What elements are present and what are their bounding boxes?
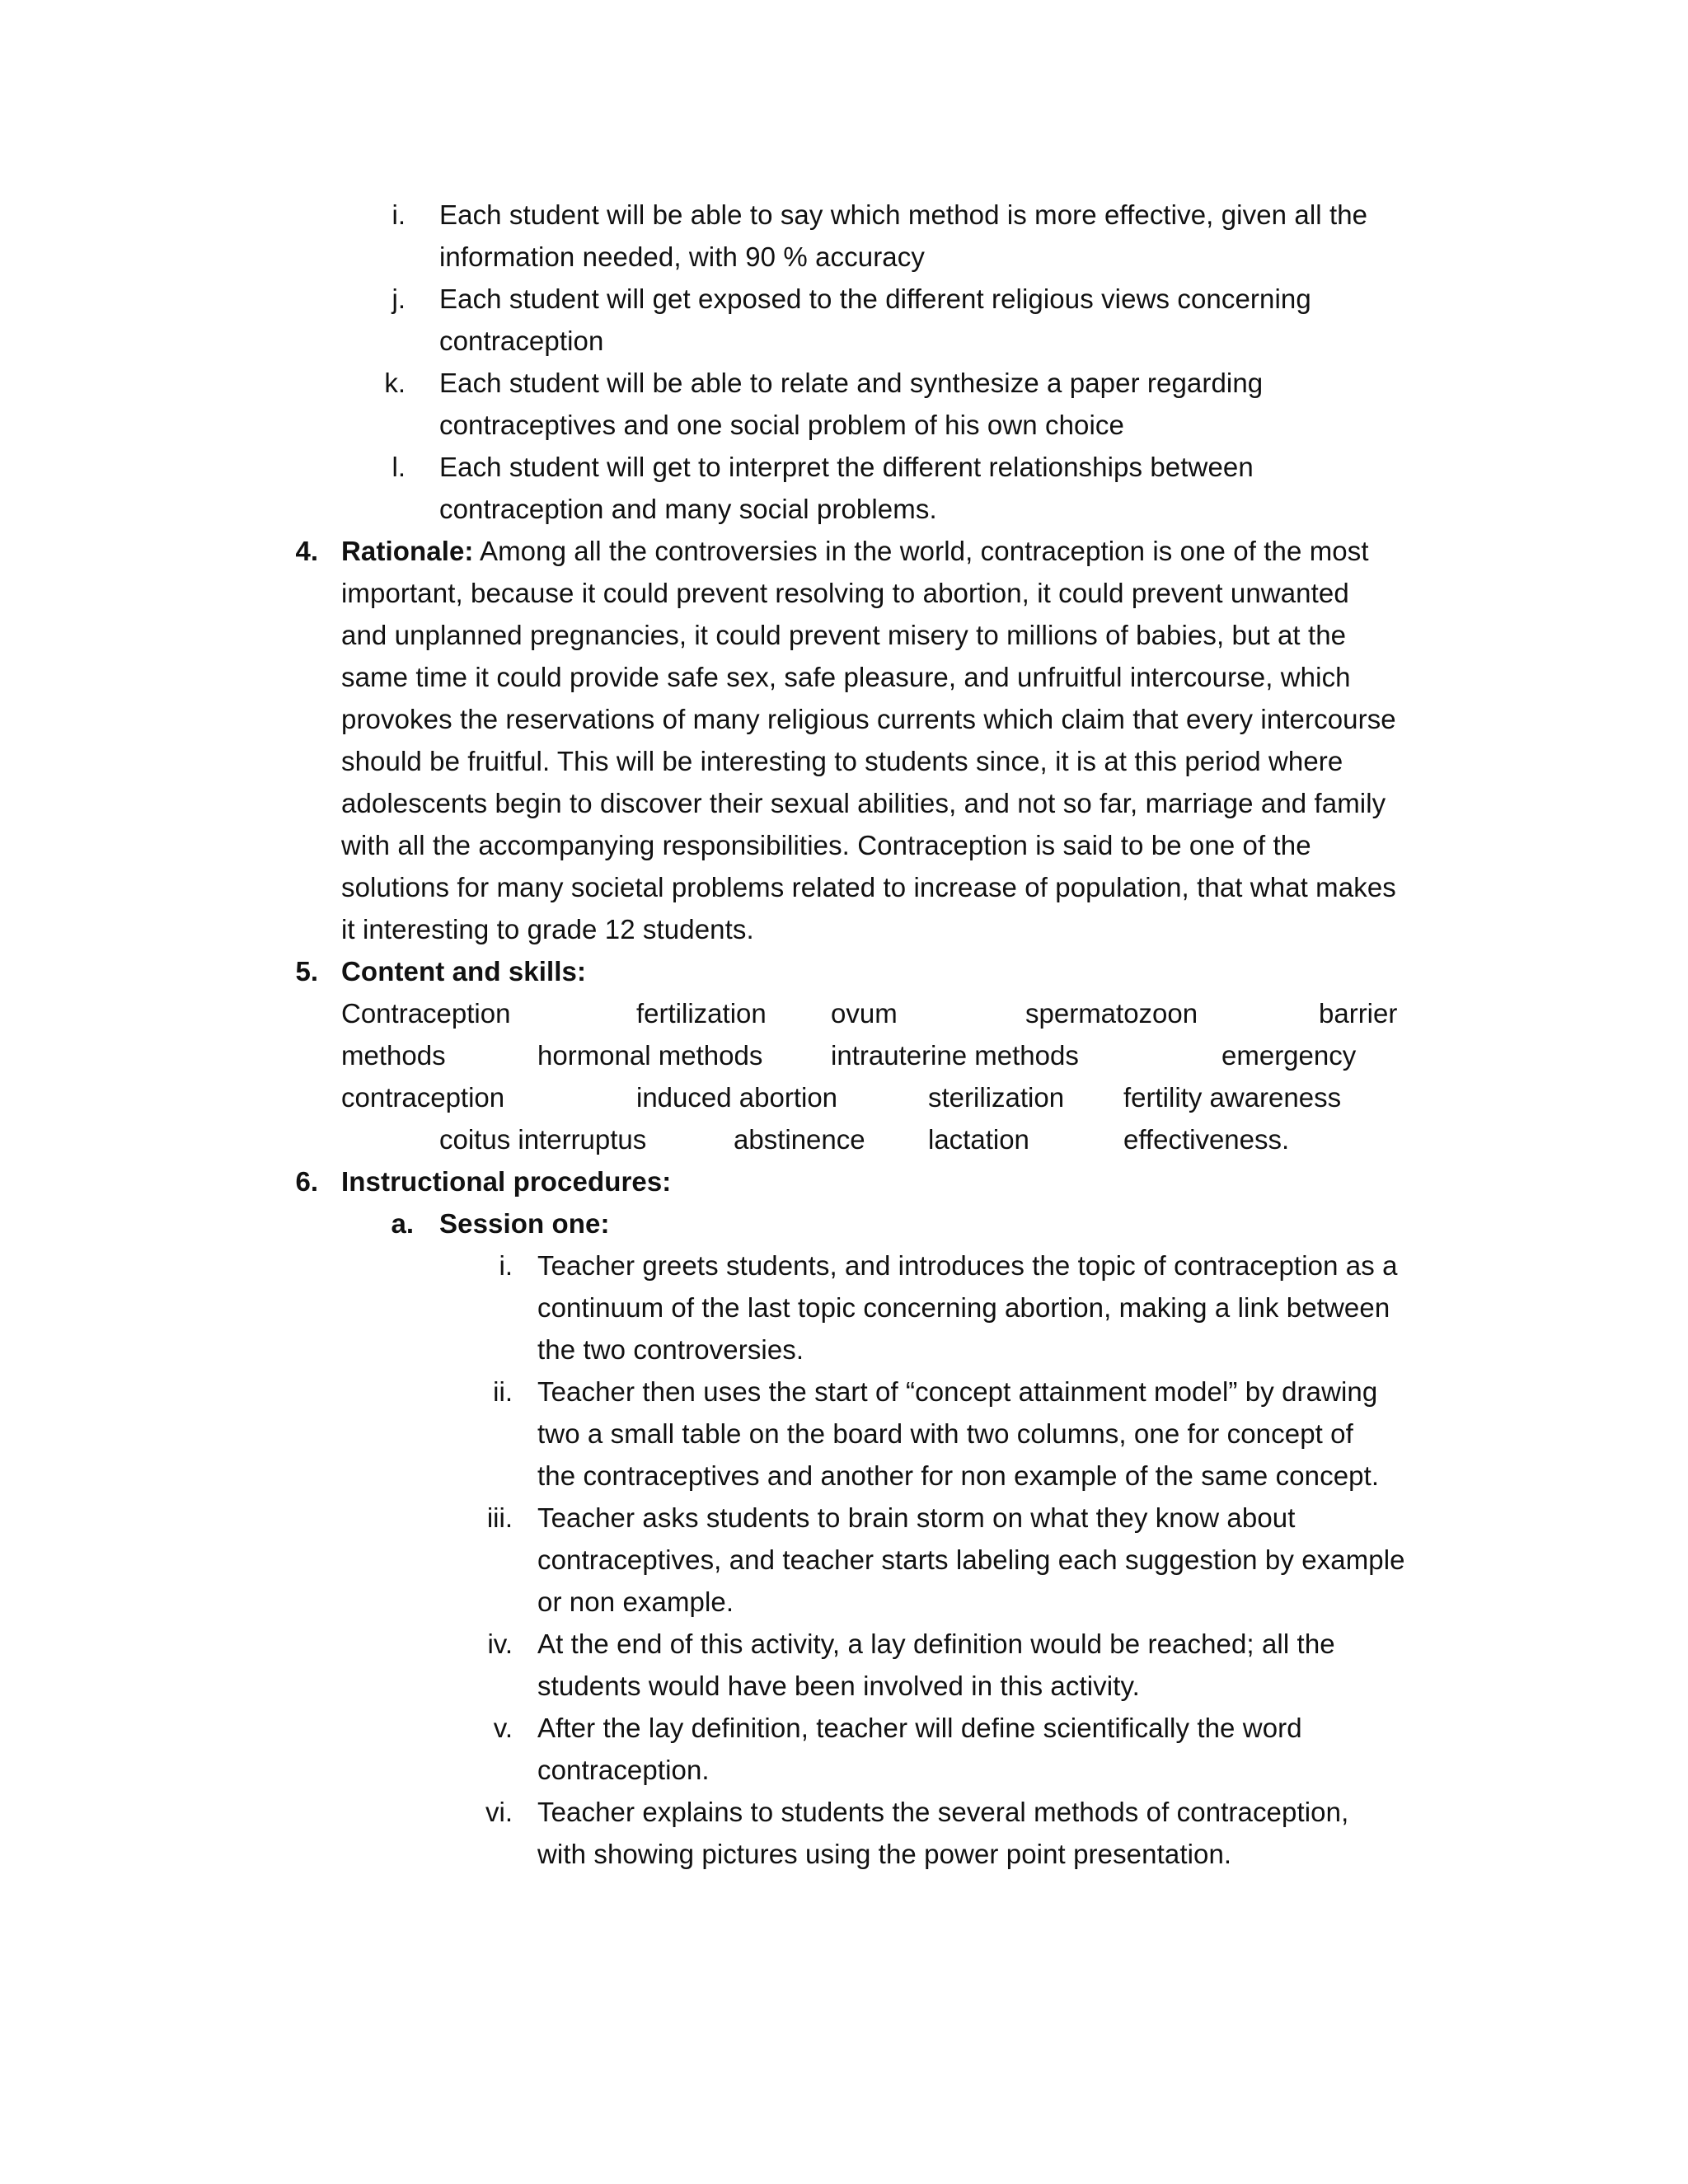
step-line: contraceptives, and teacher starts labeling each suggestion by example xyxy=(537,1544,1405,1575)
content-term: fertility awareness xyxy=(1123,1082,1342,1113)
step-line: continuum of the last topic concerning abortion, making a link between xyxy=(537,1292,1390,1323)
rationale-line: with all the accompanying responsibilities. Contraception is said to be one of the xyxy=(341,830,1311,860)
step-line: or non example. xyxy=(537,1586,734,1617)
content-term: induced abortion xyxy=(636,1082,838,1113)
step-line: Teacher asks students to brain storm on what they know about xyxy=(537,1502,1296,1533)
step-marker: i. xyxy=(499,1250,513,1281)
step-line: Teacher greets students, and introduces the topic of contraception as a xyxy=(537,1250,1398,1281)
content-term: ovum xyxy=(831,998,898,1029)
rationale-line: important, because it could prevent resolving to abortion, it could prevent unwanted xyxy=(341,578,1349,608)
list-item-line: contraceptives and one social problem of his own choice xyxy=(439,410,1124,440)
session-marker: a. xyxy=(391,1208,414,1239)
rationale-line: and unplanned pregnancies, it could prevent misery to millions of babies, but at the xyxy=(341,620,1347,650)
step-line: with showing pictures using the power point presentation. xyxy=(537,1839,1232,1869)
rationale-line: it interesting to grade 12 students. xyxy=(341,914,754,944)
section-number: 6. xyxy=(295,1166,318,1197)
list-marker: k. xyxy=(384,368,406,398)
list-item-line: Each student will be able to say which method is more effective, given all the xyxy=(439,199,1368,230)
rationale-line: should be fruitful. This will be interesting to students since, it is at this period where xyxy=(341,746,1343,776)
content-term: sterilization xyxy=(928,1082,1065,1113)
step-line: the contraceptives and another for non example of the same concept. xyxy=(537,1460,1380,1491)
step-line: contraception. xyxy=(537,1755,710,1785)
content-term: coitus interruptus xyxy=(439,1124,647,1155)
step-line: Teacher then uses the start of “concept attainment model” by drawing xyxy=(537,1376,1378,1407)
rationale-line: same time it could provide safe sex, safe pleasure, and unfruitful intercourse, which xyxy=(341,662,1351,692)
rationale-line: Among all the controversies in the world, contraception is one of the most xyxy=(479,536,1369,566)
step-line: students would have been involved in this activity. xyxy=(537,1671,1140,1701)
step-line: After the lay definition, teacher will define scientifically the word xyxy=(537,1713,1302,1743)
list-item-line: information needed, with 90 % accuracy xyxy=(439,241,925,272)
content-term: emergency xyxy=(1221,1040,1357,1071)
content-heading: Content and skills: xyxy=(341,956,587,987)
section-number: 5. xyxy=(295,956,318,987)
content-term: intrauterine methods xyxy=(831,1040,1079,1071)
section-number: 4. xyxy=(295,536,318,566)
content-term: methods xyxy=(341,1040,446,1071)
list-item-line: contraception and many social problems. xyxy=(439,494,937,524)
step-marker: v. xyxy=(493,1713,513,1743)
step-line: the two controversies. xyxy=(537,1334,804,1365)
list-marker: j. xyxy=(392,284,406,314)
content-term: lactation xyxy=(928,1124,1029,1155)
content-term: contraception xyxy=(341,1082,505,1113)
rationale-line: adolescents begin to discover their sexual abilities, and not so far, marriage and family xyxy=(341,788,1386,818)
list-item-line: contraception xyxy=(439,326,604,356)
rationale-line: provokes the reservations of many religious currents which claim that every intercourse xyxy=(341,704,1396,734)
list-item-line: Each student will be able to relate and synthesize a paper regarding xyxy=(439,368,1264,398)
step-marker: vi. xyxy=(485,1797,513,1827)
step-line: Teacher explains to students the several methods of contraception, xyxy=(537,1797,1349,1827)
list-item-line: Each student will get to interpret the different relationships between xyxy=(439,452,1254,482)
rationale-heading: Rationale: xyxy=(341,536,474,566)
rationale-line: solutions for many societal problems related to increase of population, that what makes xyxy=(341,872,1396,902)
content-term: hormonal methods xyxy=(537,1040,763,1071)
list-marker: l. xyxy=(392,452,406,482)
step-line: At the end of this activity, a lay definition would be reached; all the xyxy=(537,1629,1335,1659)
rationale-first-line xyxy=(341,530,1369,572)
session-heading: Session one: xyxy=(439,1208,610,1239)
content-term: barrier xyxy=(1319,998,1398,1029)
step-marker: iv. xyxy=(487,1629,513,1659)
step-marker: ii. xyxy=(493,1376,513,1407)
content-term: Contraception xyxy=(341,998,511,1029)
content-term: abstinence xyxy=(734,1124,865,1155)
content-term: effectiveness. xyxy=(1123,1124,1290,1155)
list-marker: i. xyxy=(392,199,406,230)
step-marker: iii. xyxy=(486,1502,513,1533)
list-item-line: Each student will get exposed to the different religious views concerning xyxy=(439,284,1311,314)
content-term: fertilization xyxy=(636,998,767,1029)
procedures-heading: Instructional procedures: xyxy=(341,1166,672,1197)
content-term: spermatozoon xyxy=(1025,998,1198,1029)
step-line: two a small table on the board with two columns, one for concept of xyxy=(537,1418,1353,1449)
